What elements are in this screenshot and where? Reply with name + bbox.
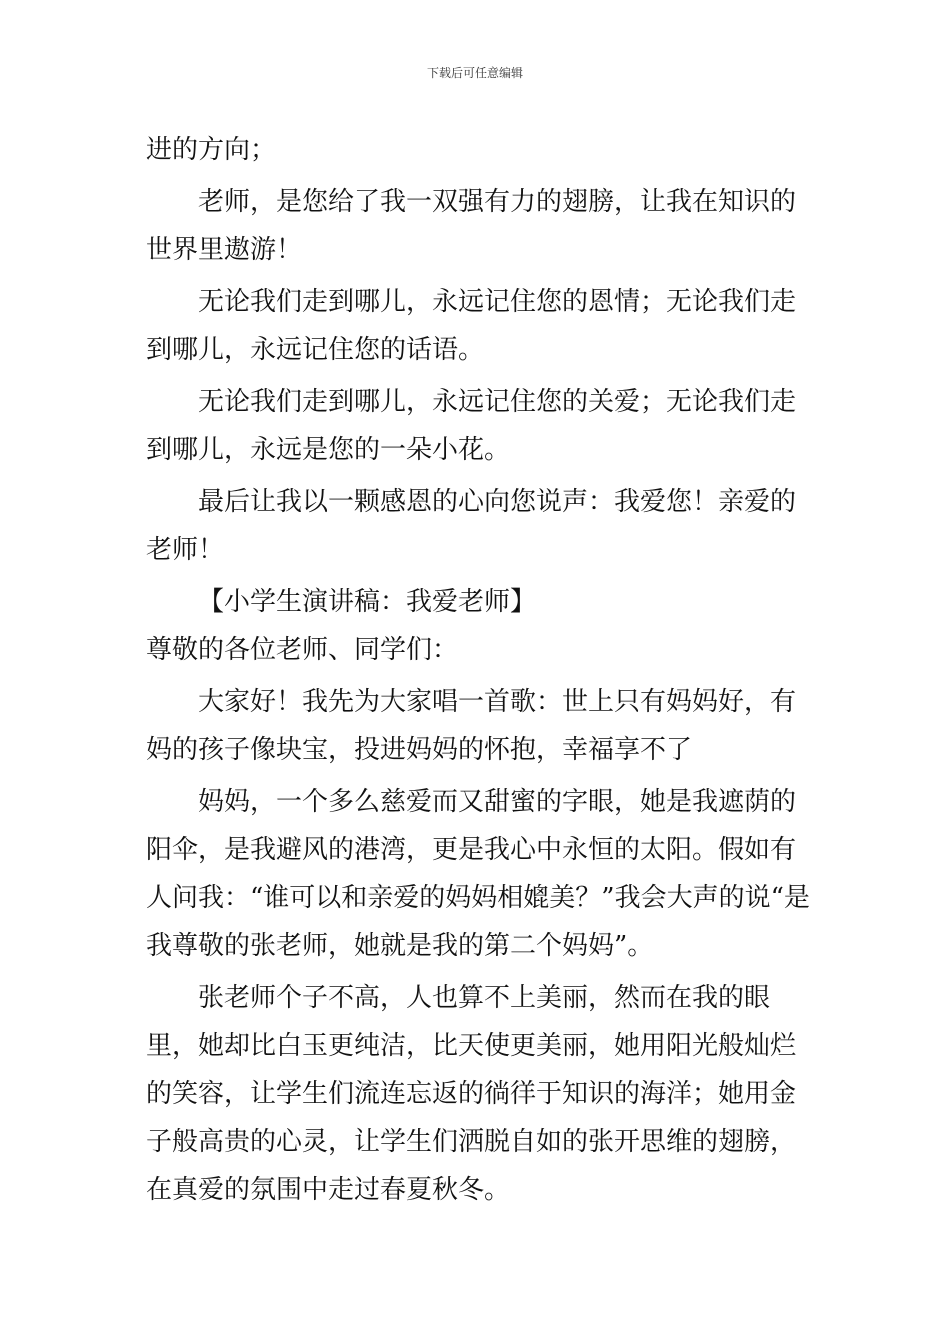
paragraph-4: 无论我们走到哪儿，永远记住您的关爱；无论我们走到哪儿，永远是您的一朵小花。 [146, 387, 797, 465]
salutation: 尊敬的各位老师、同学们： [146, 635, 459, 665]
page-header: 下载后可任意编辑 [426, 66, 523, 80]
paragraph-1: 进的方向； [146, 135, 277, 165]
paragraph-7: 妈妈，一个多么慈爱而又甜蜜的字眼，她是我遮荫的阳伞，是我避风的港湾，更是我心中永恒的太阳。假如有人问我：“谁可以和亲爱的妈妈相媲美？”我会大声的说“是我尊敬的张老师，她就是我的第二个妈妈”。 [146, 787, 810, 961]
paragraph-6: 大家好！我先为大家唱一首歌：世上只有妈妈好，有妈的孩子像块宝，投进妈妈的怀抱，幸福享不了 [146, 687, 797, 765]
paragraph-3: 无论我们走到哪儿，永远记住您的恩情；无论我们走到哪儿，永远记住您的话语。 [146, 287, 797, 365]
section-title: 【小学生演讲稿：我爱老师】 [198, 587, 537, 617]
paragraph-2: 老师，是您给了我一双强有力的翅膀，让我在知识的世界里遨游！ [146, 187, 797, 265]
paragraph-5: 最后让我以一颗感恩的心向您说声：我爱您！亲爱的老师！ [146, 487, 797, 565]
document-body [146, 126, 816, 1214]
paragraph-8: 张老师个子不高，人也算不上美丽，然而在我的眼里，她却比白玉更纯洁，比天使更美丽，她用阳光般灿烂的笑容，让学生们流连忘返的徜徉于知识的海洋；她用金子般高贵的心灵，让学生们洒脱自如的张开思维的翅膀，在真爱的氛围中走过春夏秋冬。 [146, 983, 797, 1205]
